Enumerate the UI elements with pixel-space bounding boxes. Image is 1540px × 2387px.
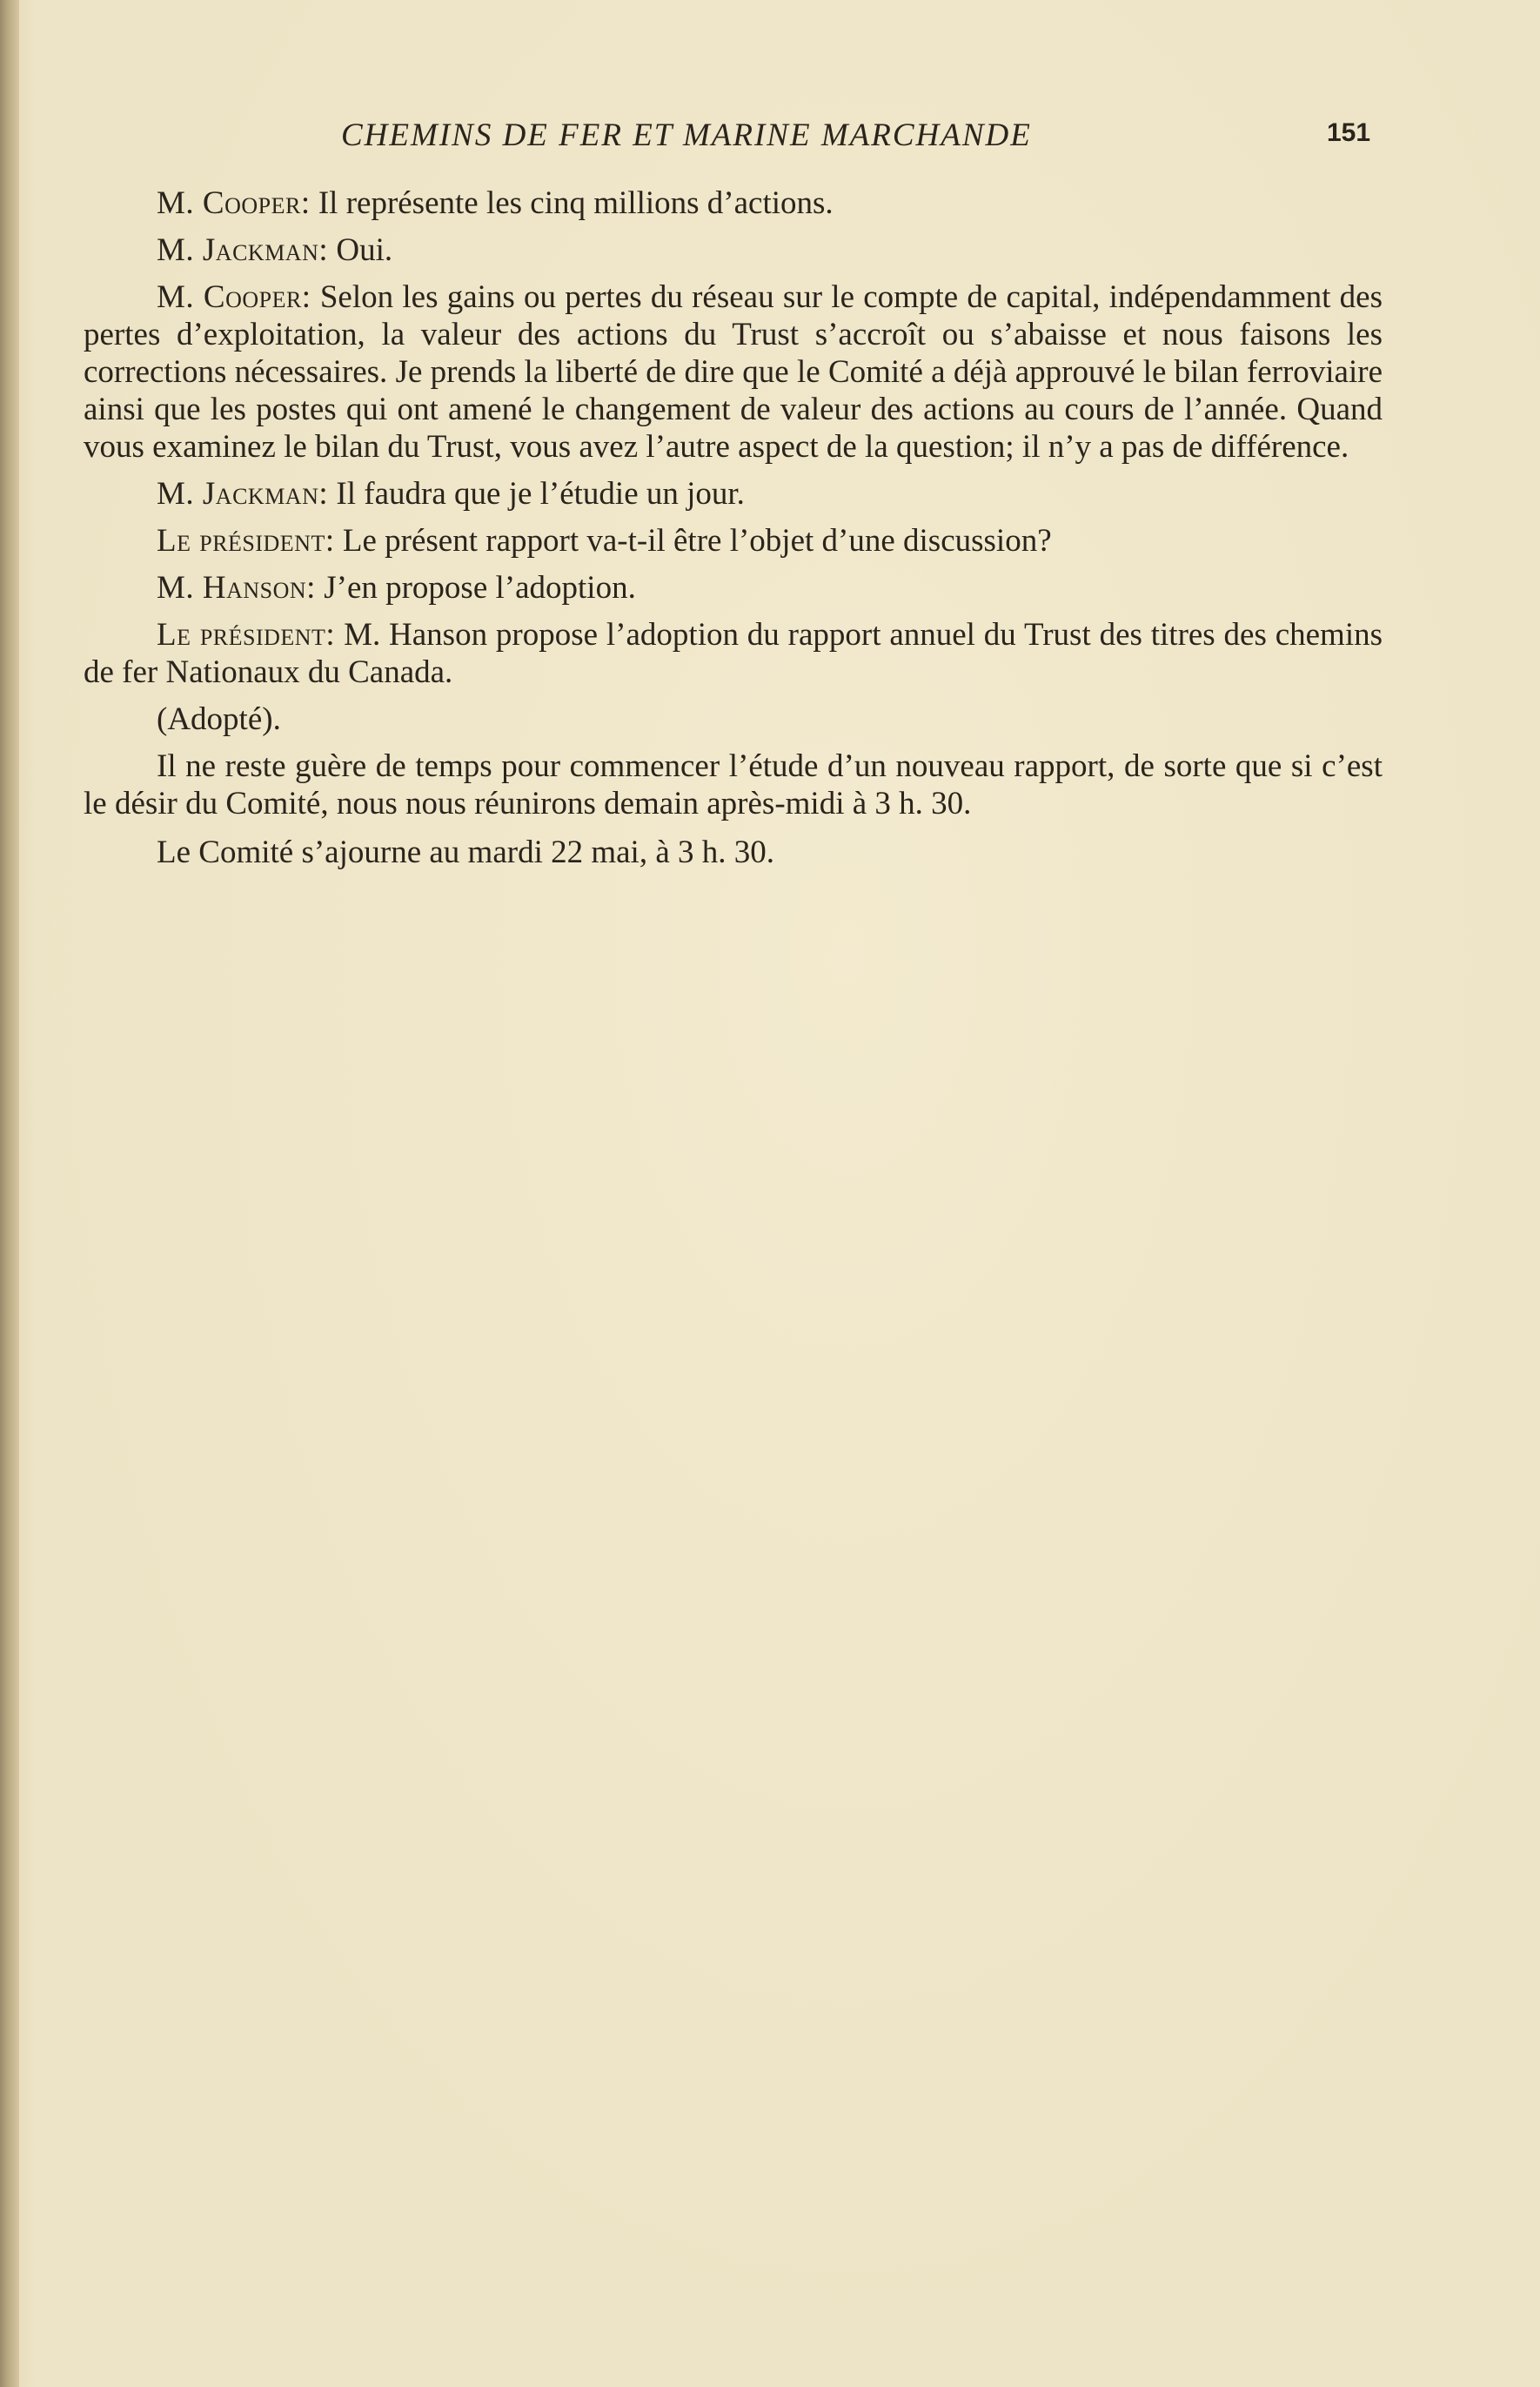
paragraph — [84, 184, 1383, 222]
book-spine-shadow — [0, 0, 19, 2387]
speaker-name: M. Cooper: — [157, 185, 311, 221]
speaker-name: M. Jackman: — [157, 232, 329, 268]
paragraph — [84, 569, 1383, 607]
speech-text: Selon les gains ou pertes du réseau sur le compte de capital, indépendamment des pertes d’exploitation, la valeur des actions du Trust s’accroît ou s’abaisse et nous faisons les corrections nécessaires. Je prends la liberté de dire que le Comité a déjà approuvé le bilan ferroviaire ainsi que les postes qui ont amené le changement de valeur des actions au cours de l’année. Quand vous examinez le bilan du Trust, vous avez l’autre aspect de la question; il n’y a pas de différence. — [84, 279, 1383, 465]
speaker-name: Le président: — [157, 617, 336, 653]
speech-text: Il représente les cinq millions d’actions. — [318, 185, 834, 221]
speaker-name: M. Jackman: — [157, 476, 329, 512]
page-number: 151 — [1327, 118, 1371, 147]
speech-text: Oui. — [336, 232, 393, 268]
paragraph — [84, 616, 1383, 691]
running-head-title: CHEMINS DE FER ET MARINE MARCHANDE — [341, 117, 1032, 153]
paragraph — [84, 748, 1383, 822]
paragraph — [84, 701, 1383, 738]
paragraph — [84, 522, 1383, 560]
speaker-name: M. Hanson: — [157, 570, 316, 606]
running-head — [0, 117, 1540, 160]
speaker-name: Le président: — [157, 523, 335, 559]
speech-text: Il ne reste guère de temps pour commencer l’étude d’un nouveau rapport, de sorte que si c’est le désir du Comité, nous nous réunirons demain après-midi à 3 h. 30. — [84, 748, 1383, 821]
speech-text: Le Comité s’ajourne au mardi 22 mai, à 3 h. 30. — [157, 835, 775, 870]
speech-text: M. Hanson propose l’adoption du rapport annuel du Trust des titres des chemins de fer Nationaux du Canada. — [84, 617, 1383, 690]
paragraph — [84, 475, 1383, 513]
paragraph — [84, 834, 1383, 871]
speaker-name: M. Cooper: — [157, 279, 311, 315]
speech-text: J’en propose l’adoption. — [324, 570, 636, 606]
speech-text: Il faudra que je l’étudie un jour. — [336, 476, 745, 512]
paragraph — [84, 278, 1383, 466]
paragraph — [84, 231, 1383, 269]
speech-text: Le présent rapport va-t-il être l’objet d’une discussion? — [342, 523, 1052, 559]
speech-text: (Adopté). — [157, 701, 281, 737]
body-text — [84, 184, 1383, 881]
